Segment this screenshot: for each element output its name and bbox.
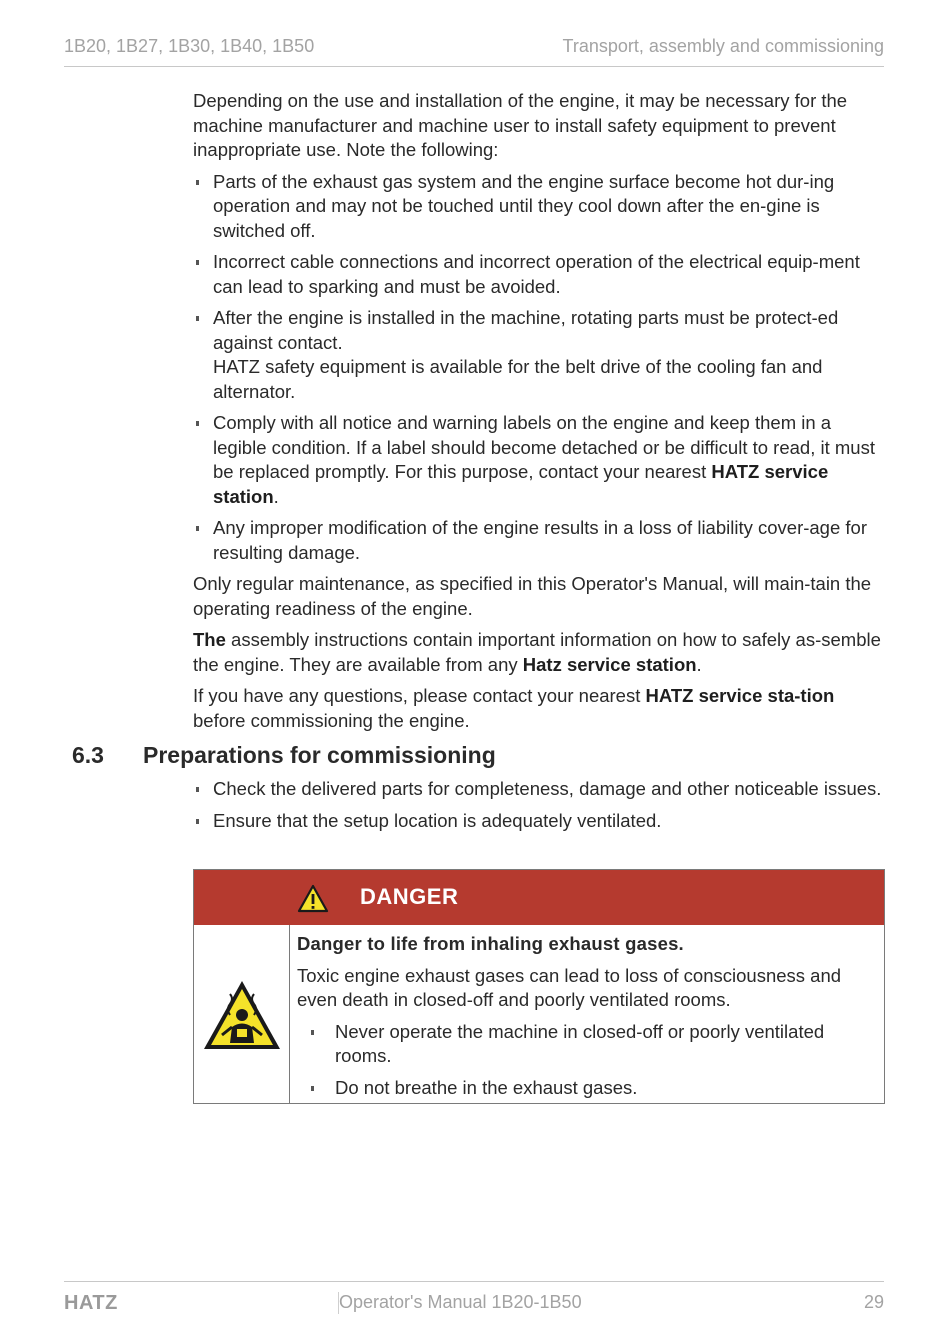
danger-title: Danger to life from inhaling exhaust gases. [297, 933, 684, 954]
page-header [64, 34, 884, 67]
danger-label: DANGER [360, 884, 459, 909]
list-item: Incorrect cable connections and incorrect operation of the electrical equip-ment can lead to sparking and must be avoided. [193, 250, 888, 299]
hatz-logo: HATZ [64, 1292, 118, 1314]
preparation-list [193, 777, 888, 840]
maintenance-paragraph: Only regular maintenance, as specified in this Operator's Manual, will main-tain the operating readiness of the engine. [193, 573, 872, 619]
danger-header [194, 870, 884, 925]
header-chapter: Transport, assembly and commissioning [562, 36, 884, 56]
assembly-paragraph: The assembly instructions contain important information on how to safely as-semble the engine. They are available from any Hatz service station. [193, 629, 881, 675]
header-models: 1B20, 1B27, 1B30, 1B40, 1B50 [64, 36, 315, 56]
intro-paragraph: Depending on the use and installation of the engine, it may be necessary for the machine manufacturer and machine user to install safety equipment to prevent inappropriate use. Note the following: [193, 90, 848, 160]
service-station-ref: HATZ service station [213, 461, 829, 507]
list-item: Never operate the machine in closed-off or poorly ventilated rooms. [297, 1020, 874, 1069]
list-item-note: HATZ safety equipment is available for the belt drive of the cooling fan and alternator. [213, 356, 823, 402]
list-item: Parts of the exhaust gas system and the engine surface become hot dur-ing operation and may not be touched until they cool down after the en-gine is switched off. [193, 170, 888, 244]
danger-text: Toxic engine exhaust gases can lead to loss of consciousness and even death in closed-off and poorly ventilated rooms. [297, 964, 842, 1010]
page-number: 29 [863, 1292, 884, 1312]
danger-notice [193, 869, 885, 1104]
danger-body [297, 932, 874, 1107]
questions-paragraph: If you have any questions, please contact your nearest HATZ service sta-tion before commissioning the engine. [193, 685, 835, 731]
list-item: Comply with all notice and warning labels on the engine and keep them in a legible condition. If a label should become detached or be difficult to read, it must be replaced promptly. For this purpose, contact your nearest HATZ service station. [193, 411, 888, 509]
list-item: After the engine is installed in the machine, rotating parts must be protect-ed against contact. HATZ safety equipment is available for the belt drive of the cooling fan and alternator. [193, 306, 888, 404]
list-item: Check the delivered parts for completeness, damage and other noticeable issues. [193, 777, 888, 802]
section-number: 6.3 [72, 742, 104, 768]
toxic-fumes-warning-icon [200, 977, 284, 1058]
danger-symbol-cell [194, 925, 290, 1103]
service-station-ref: Hatz service station [522, 653, 697, 675]
page-footer [64, 1281, 884, 1322]
manual-title: Operator's Manual 1B20-1B50 [339, 1292, 582, 1312]
list-item: Do not breathe in the exhaust gases. [297, 1076, 874, 1101]
main-content [193, 89, 888, 740]
warning-triangle-icon [297, 884, 329, 918]
service-station-ref: HATZ service sta-tion [645, 685, 835, 706]
danger-list [297, 1020, 874, 1101]
safety-list [193, 170, 888, 566]
section-title: Preparations for commissioning [143, 742, 496, 768]
list-item: Any improper modification of the engine results in a loss of liability cover-age for resulting damage. [193, 516, 888, 565]
list-item: Ensure that the setup location is adequately ventilated. [193, 809, 888, 834]
